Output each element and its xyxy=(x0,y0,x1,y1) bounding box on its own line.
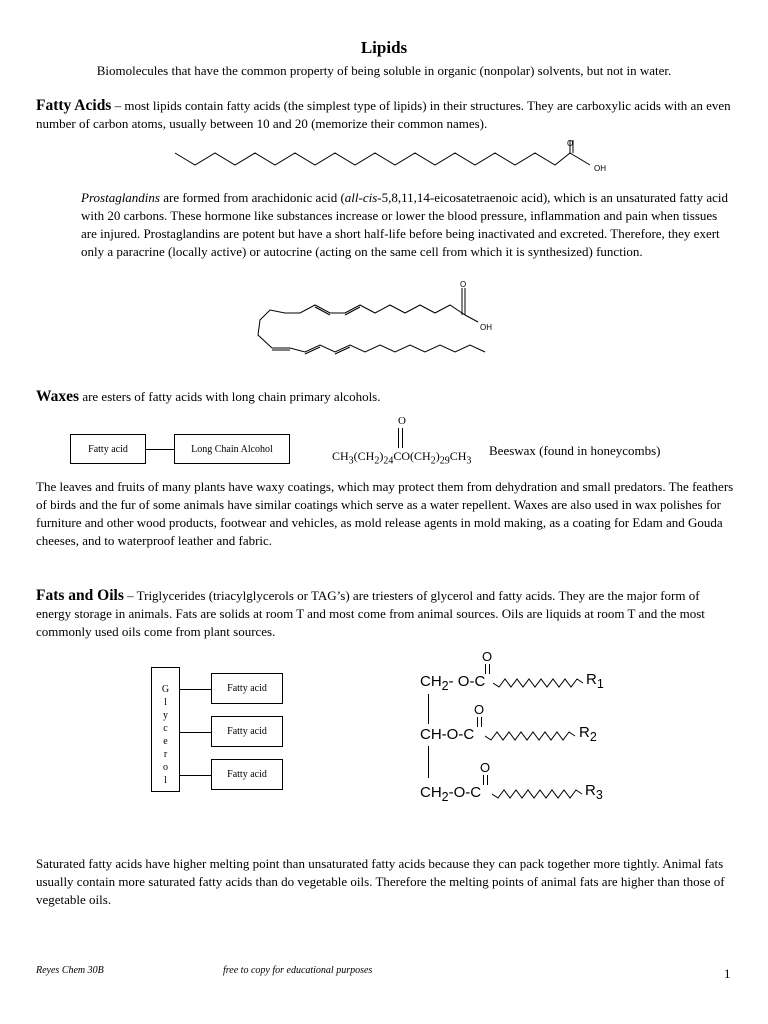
tag-r1: $R_1$ xyxy=(586,671,604,691)
tag-row-2: CH-O-C xyxy=(420,726,475,743)
tag-bond-2b xyxy=(481,717,482,727)
fatty-acids-text: – most lipids contain fatty acids (the simplest type of lipids) in their structures. They are carboxylic acids with an even number of carbon atoms, usually between 10 and 20 (memorize their common names). xyxy=(36,98,731,131)
footer-author: Reyes Chem 30B xyxy=(36,965,104,976)
beeswax-label: Beeswax (found in honeycombs) xyxy=(489,443,661,458)
tag-chain-2 xyxy=(485,728,577,744)
tag-backbone-1 xyxy=(428,694,429,724)
wax-double-bond-a xyxy=(398,428,399,448)
tag-o-3: O xyxy=(480,760,491,775)
tag-r2: $R_2$ xyxy=(579,724,597,744)
fatty-acids-heading: Fatty Acids xyxy=(36,97,112,114)
tag-bond-3b xyxy=(487,775,488,785)
carbonyl-o-label: O xyxy=(567,139,574,148)
tag-o-1: O xyxy=(482,649,493,664)
tag-row-1: $CH_2-$ O-C xyxy=(420,673,486,693)
tag-bond-2a xyxy=(477,717,478,727)
fats-text: – Triglycerides (triacylglycerols or TAG’s) are triesters of glycerol and fatty acids. They are the major form of energy storage in animals. Fats are solids at room T and most come from animal sources. Oils are liquids at room T and the most commonly used oils come from plant sources. xyxy=(36,588,705,639)
wax-link-line xyxy=(146,449,174,450)
prostaglandins-term: Prostaglandins xyxy=(81,190,160,205)
waxes-paragraph: The leaves and fruits of many plants have waxy coatings, which may protect them from dehydration and small predators. The feathers of birds and the fur of some animals have similar coatings which serve as a water repellent. Waxes are also used in wax polishes for furniture and other wood products, footwear and vehicles, as mold release agents in mold making, as a coating for Edam and Gouda cheeses, and to waterproof leather and fabric. xyxy=(36,479,734,548)
prostaglandins-text-1: are formed from arachidonic acid ( xyxy=(159,190,345,205)
page-subtitle: Biomolecules that have the common property of being soluble in organic (nonpolar) solvents, but not in water. xyxy=(96,63,672,78)
tag-bond-1b xyxy=(489,664,490,674)
tag-row-3: $CH_2-O-C$ xyxy=(420,784,482,804)
waxes-heading: Waxes xyxy=(36,388,80,405)
tag-backbone-2 xyxy=(428,746,429,778)
glycerol-box: G l y c e r o l xyxy=(151,667,180,792)
prostaglandin-o-label: O xyxy=(460,280,467,289)
tag-fatty-acid-1: Fatty acid xyxy=(211,673,283,704)
oh-label: OH xyxy=(594,164,606,173)
tag-chain-3 xyxy=(492,786,584,802)
waxes-paragraph-intro xyxy=(36,388,736,406)
fatty-acid-structure xyxy=(170,135,620,175)
fats-heading: Fats and Oils xyxy=(36,587,124,604)
fatty-acids-paragraph xyxy=(36,97,736,133)
fats-paragraph xyxy=(36,587,736,641)
tag-r3: $R_3$ xyxy=(585,782,603,802)
tag-fatty-acid-2: Fatty acid xyxy=(211,716,283,747)
page-title: Lipids xyxy=(360,38,408,57)
arachidonic-acid-structure xyxy=(250,280,510,365)
glycerol-link-1 xyxy=(180,689,211,690)
prostaglandins-italic: all-cis xyxy=(344,190,378,205)
wax-double-bond-b xyxy=(402,428,403,448)
tag-o-2: O xyxy=(474,702,485,717)
prostaglandin-oh-label: OH xyxy=(480,323,492,332)
tag-fatty-acid-3: Fatty acid xyxy=(211,759,283,790)
tag-chain-1 xyxy=(493,675,585,691)
prostaglandins-paragraph xyxy=(81,189,736,261)
wax-alcohol-box: Long Chain Alcohol xyxy=(174,434,290,464)
wax-fatty-acid-box: Fatty acid xyxy=(70,434,146,464)
saturated-paragraph: Saturated fatty acids have higher melting point than unsaturated fatty acids because they can pack together more tightly. Animal fats usually contain more saturated fatty acids than do vegetable oils. Therefore the melting points of animal fats are higher than those of vegetable oils. xyxy=(36,856,725,907)
wax-formula-o: O xyxy=(398,415,406,427)
footer-note: free to copy for educational purposes xyxy=(223,965,373,976)
wax-formula: $CH_3(CH_2)_{24}CO(CH_2)_{29}CH_3$ xyxy=(332,449,472,467)
page-number: 1 xyxy=(724,966,731,981)
glycerol-link-2 xyxy=(180,732,211,733)
tag-bond-3a xyxy=(483,775,484,785)
waxes-text: are esters of fatty acids with long chain primary alcohols. xyxy=(79,389,381,404)
prostaglandins-text-2: -5,8,11,14-eicosatetraenoic acid), which is an unsaturated fatty acid with 20 carbons. These hormone like substances increase or lower the blood pressure, inflammation and pain when tissues are injured. Prostaglandins are potent but have a short half-life before being inactivated and excreted. Therefore, they exert only a paracrine (locally active) or autocrine (acting on the same cell from which it is synthesized) function. xyxy=(81,190,729,259)
glycerol-link-3 xyxy=(180,775,211,776)
